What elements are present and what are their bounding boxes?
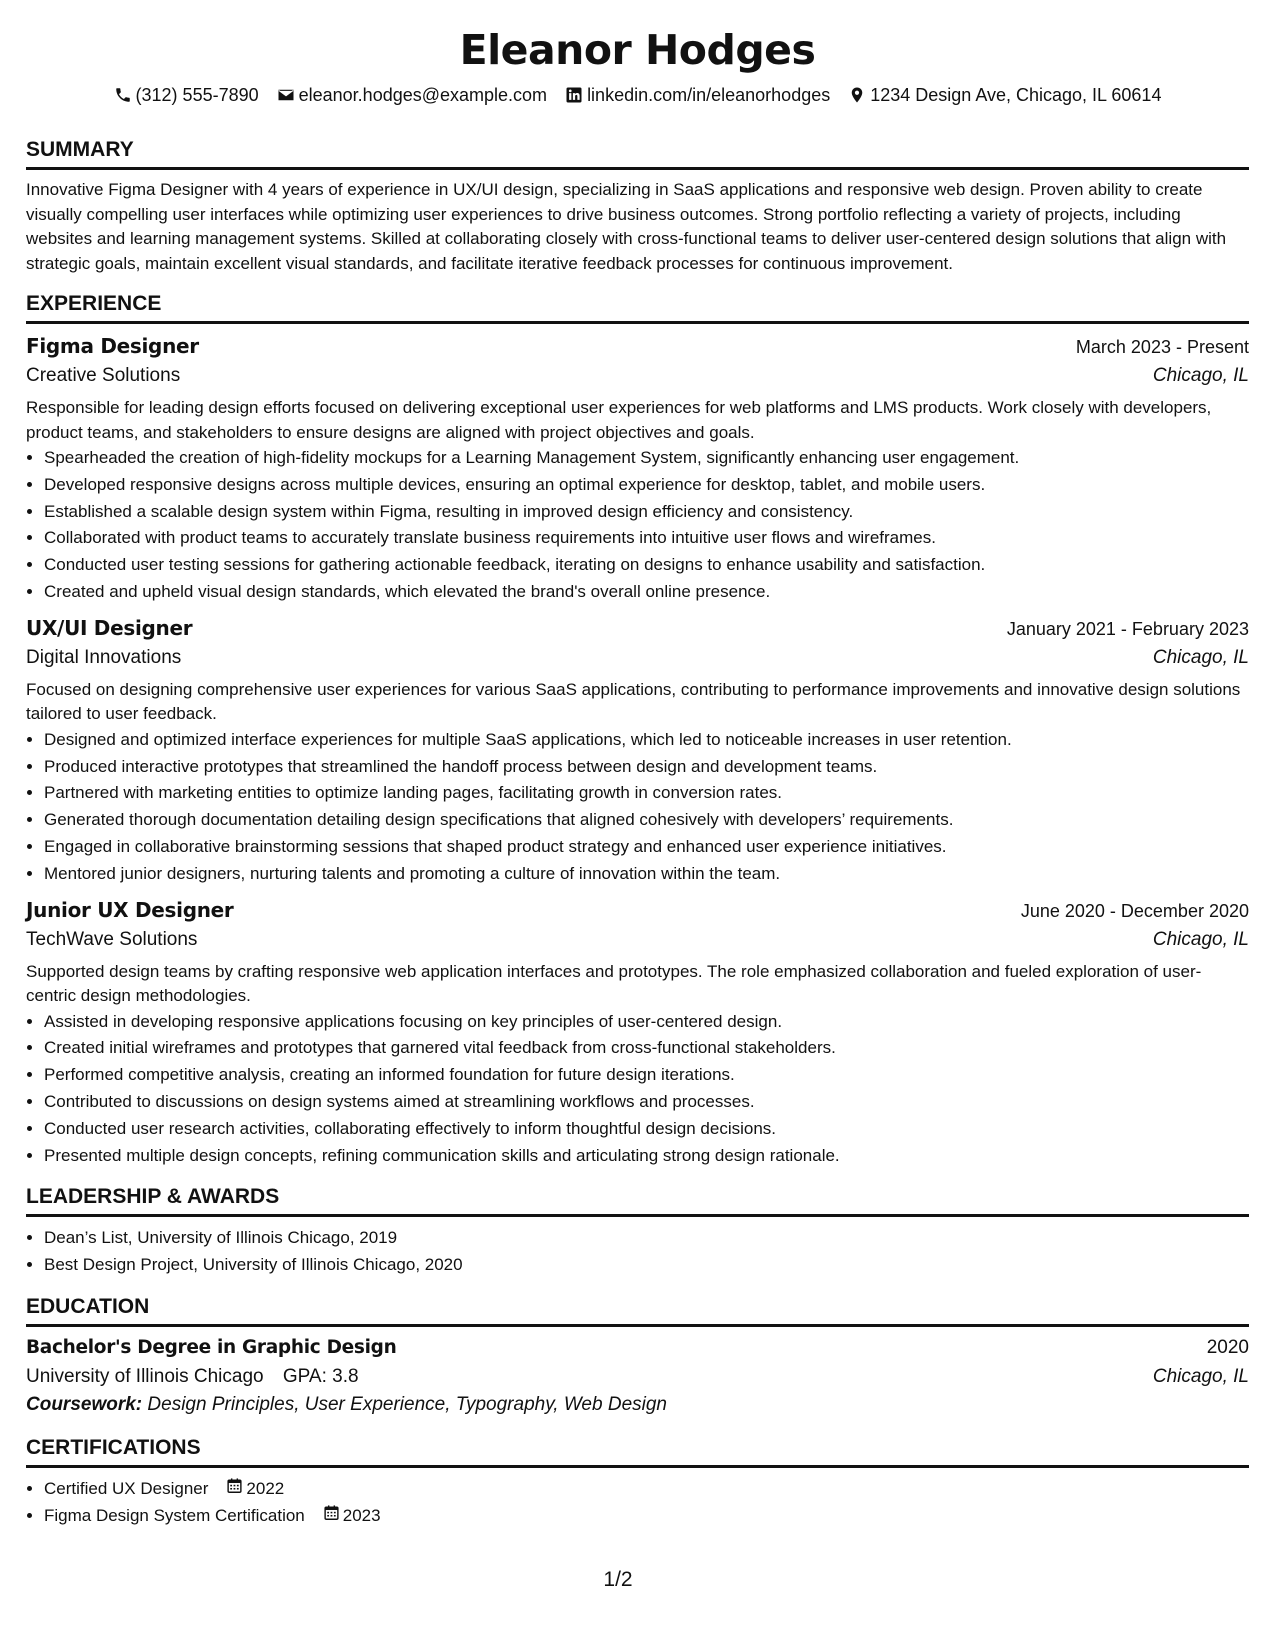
- job-company: TechWave Solutions: [26, 928, 198, 950]
- list-item: • Established a scalable design system within Figma, resulting in improved design efficiency and consistency.: [44, 499, 1249, 526]
- list-item: • Assisted in developing responsive applications focusing on key principles of user-centered design.: [44, 1009, 1249, 1036]
- certification-name: • Certified UX Designer: [44, 1478, 209, 1498]
- coursework-list: Design Principles, User Experience, Typography, Web Design: [147, 1393, 667, 1415]
- section-title-summary: SUMMARY: [26, 138, 1249, 170]
- job-bullets: [26, 1009, 1249, 1170]
- email-text: eleanor.hodges@example.com: [298, 84, 548, 105]
- address-text: 1234 Design Ave, Chicago, IL 60614: [870, 84, 1162, 105]
- job-location: Chicago, IL: [1152, 365, 1249, 386]
- section-title-leadership: LEADERSHIP & AWARDS: [26, 1185, 1249, 1217]
- list-item: • Partnered with marketing entities to optimize landing pages, facilitating growth in conversion rates.: [44, 780, 1249, 807]
- list-item: • Spearheaded the creation of high-fidelity mockups for a Learning Management System, significantly enhancing user engagement.: [44, 445, 1249, 472]
- job-description: Focused on designing comprehensive user experiences for various SaaS applications, contributing to performance improvements and innovative design solutions tailored to user feedback.: [26, 679, 1241, 724]
- envelope-icon: [277, 86, 295, 104]
- calendar-icon: [323, 1503, 340, 1530]
- section-title-education: EDUCATION: [26, 1295, 1249, 1327]
- job-entry: [26, 334, 1249, 606]
- list-item: • Performed competitive analysis, creating an informed foundation for future design iterations.: [44, 1062, 1249, 1089]
- job-company: Digital Innovations: [26, 646, 182, 668]
- contact-phone: [114, 85, 259, 106]
- job-company: Creative Solutions: [26, 365, 181, 386]
- coursework-label: Coursework:: [26, 1393, 143, 1415]
- calendar-icon: [226, 1476, 243, 1503]
- list-item: • Created and upheld visual design standards, which elevated the brand's overall online presence.: [44, 579, 1249, 606]
- coursework: [26, 1394, 1249, 1416]
- list-item: • Generated thorough documentation detailing design specifications that aligned cohesively with developers’ requirements.: [44, 807, 1249, 834]
- education-location: Chicago, IL: [1152, 1365, 1249, 1387]
- leadership-section: [26, 1185, 1249, 1279]
- section-title-experience: EXPERIENCE: [26, 292, 1249, 324]
- linkedin-icon: [565, 86, 583, 104]
- certification-date: 2022: [246, 1478, 285, 1498]
- candidate-name: Eleanor Hodges: [459, 26, 816, 74]
- summary-text: Innovative Figma Designer with 4 years of experience in UX/UI design, specializing in SaaS applications and responsive web design. Proven ability to create visually compelling user interfaces while optimizing user experiences to drive business outcomes. Strong portfolio reflecting a variety of projects, including websites and learning management systems. Skilled at collaborating closely with cross-functional teams to deliver user-centered design solutions that align with strategic goals, maintain excellent visual standards, and facilitate iterative feedback processes for continuous improvement.: [26, 180, 1227, 273]
- education-degree: Bachelor's Degree in Graphic Design: [26, 1336, 397, 1358]
- list-item: • Collaborated with product teams to accurately translate business requirements into intuitive user flows and wireframes.: [44, 525, 1249, 552]
- list-item: • Best Design Project, University of Illinois Chicago, 2020: [44, 1252, 1249, 1279]
- list-item: [44, 1476, 1249, 1503]
- job-dates: January 2021 - February 2023: [1006, 618, 1249, 639]
- job-dates: March 2023 - Present: [1075, 337, 1249, 357]
- resume-page: [26, 0, 1249, 1530]
- education-year: 2020: [1206, 1336, 1249, 1358]
- phone-text: (312) 555-7890: [135, 84, 259, 105]
- contact-email[interactable]: [277, 85, 547, 106]
- leadership-list: [26, 1225, 1249, 1279]
- list-item: [44, 1503, 1249, 1530]
- job-dates: June 2020 - December 2020: [1020, 900, 1249, 921]
- list-item: • Dean’s List, University of Illinois Chicago, 2019: [44, 1225, 1249, 1252]
- job-bullets: [26, 727, 1249, 888]
- job-location: Chicago, IL: [1152, 646, 1249, 668]
- job-description: Supported design teams by crafting responsive web application interfaces and prototypes. The role emphasized collaboration and fueled exploration of user-centric design methodologies.: [26, 961, 1202, 1006]
- map-pin-icon: [848, 86, 866, 104]
- education-school: University of Illinois Chicago: [26, 1365, 264, 1387]
- experience-section: [26, 292, 1249, 1169]
- education-gpa: GPA: 3.8: [282, 1365, 359, 1387]
- list-item: • Presented multiple design concepts, refining communication skills and articulating strong design rationale.: [44, 1143, 1249, 1170]
- page-number: 1/2: [603, 1568, 633, 1591]
- job-entry: [26, 898, 1249, 1170]
- list-item: • Engaged in collaborative brainstorming sessions that shaped product strategy and enhanced user experience initiatives.: [44, 834, 1249, 861]
- list-item: • Conducted user testing sessions for gathering actionable feedback, iterating on designs to enhance usability and satisfaction.: [44, 552, 1249, 579]
- list-item: • Produced interactive prototypes that streamlined the handoff process between design and development teams.: [44, 754, 1249, 781]
- linkedin-text: linkedin.com/in/eleanorhodges: [587, 84, 831, 105]
- contact-address: [848, 85, 1161, 106]
- job-title: Junior UX Designer: [26, 897, 234, 922]
- section-title-certifications: CERTIFICATIONS: [26, 1436, 1249, 1468]
- job-description: Responsible for leading design efforts focused on delivering exceptional user experiences for web platforms and LMS products. Work closely with developers, product teams, and stakeholders to ensure designs are aligned with project objectives and goals.: [26, 398, 1212, 442]
- list-item: • Designed and optimized interface experiences for multiple SaaS applications, which led to noticeable increases in user retention.: [44, 727, 1249, 754]
- job-title: UX/UI Designer: [26, 615, 193, 640]
- list-item: • Conducted user research activities, collaborating effectively to inform thoughtful design decisions.: [44, 1116, 1249, 1143]
- certifications-list: [26, 1476, 1249, 1530]
- contact-linkedin[interactable]: [565, 85, 830, 106]
- contact-bar: [26, 82, 1249, 108]
- list-item: • Contributed to discussions on design systems aimed at streamlining workflows and processes.: [44, 1089, 1249, 1116]
- job-title: Figma Designer: [26, 334, 199, 358]
- education-section: [26, 1295, 1249, 1416]
- job-entry: [26, 616, 1249, 888]
- job-bullets: [26, 445, 1249, 606]
- certifications-section: [26, 1436, 1249, 1530]
- phone-icon: [114, 86, 132, 104]
- list-item: • Created initial wireframes and prototypes that garnered vital feedback from cross-functional stakeholders.: [44, 1035, 1249, 1062]
- summary-section: [26, 138, 1249, 276]
- certification-name: • Figma Design System Certification: [44, 1505, 305, 1525]
- job-location: Chicago, IL: [1152, 928, 1249, 950]
- list-item: • Developed responsive designs across multiple devices, ensuring an optimal experience for desktop, tablet, and mobile users.: [44, 472, 1249, 499]
- certification-date: 2023: [342, 1505, 381, 1525]
- list-item: • Mentored junior designers, nurturing talents and promoting a culture of innovation within the team.: [44, 861, 1249, 888]
